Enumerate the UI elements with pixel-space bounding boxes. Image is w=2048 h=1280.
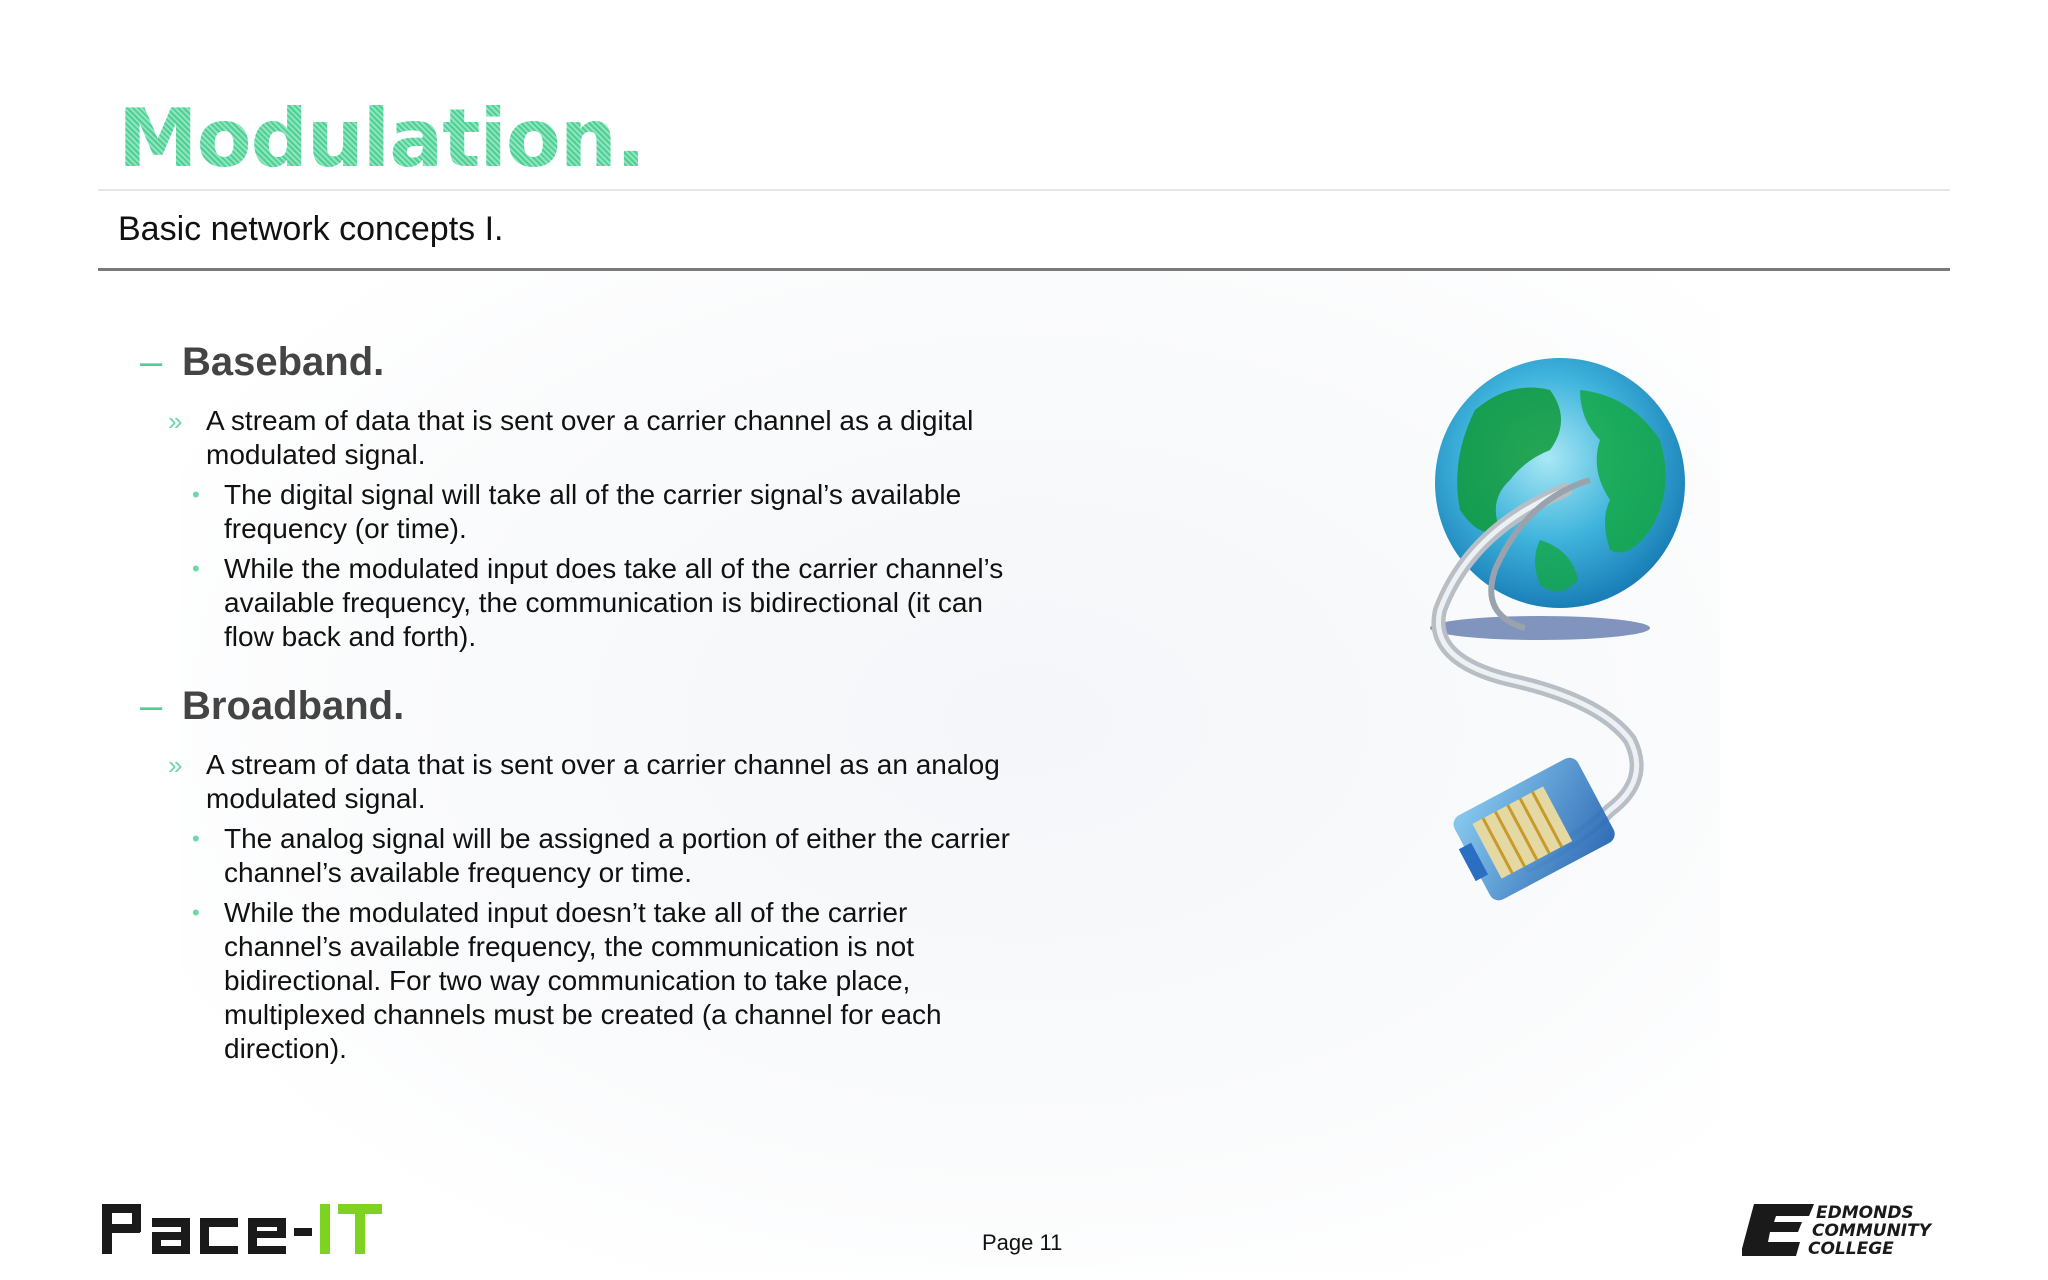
dash-bullet: –: [140, 340, 163, 384]
dot-bullet-icon: •: [192, 556, 200, 581]
sub-item-text: While the modulated input doesn’t take all of the carrier channel’s available frequency, the communication is not bidirectional. For two way communication to take place, multiplexed channels must be created (a channel for each direction).: [224, 897, 942, 1064]
dash-bullet: –: [140, 684, 163, 728]
list-item: [168, 748, 1020, 816]
logo-line-2: COMMUNITY: [1812, 1221, 1932, 1241]
sub-item-text: The digital signal will take all of the carrier signal’s available frequency (or time).: [224, 479, 962, 544]
sub-list-item: [192, 822, 1020, 890]
slide-content: [140, 340, 1020, 1096]
sub-list-item: [192, 552, 1020, 654]
title-divider: [98, 189, 1950, 191]
chevron-bullet-icon: »: [168, 750, 183, 780]
section-heading: [140, 340, 1020, 396]
heading-text: Baseband.: [182, 340, 385, 384]
sub-item-text: While the modulated input does take all of the carrier channel’s available frequency, the communication is bidirectional (it can flow back and forth).: [224, 553, 1004, 652]
page-number: Page 11: [982, 1230, 1063, 1255]
dot-bullet-icon: •: [192, 482, 200, 507]
pace-it-logo: [100, 1198, 390, 1263]
heading-text: Broadband.: [182, 684, 405, 728]
globe-with-ethernet-cable-icon: [1310, 350, 1730, 990]
slide-title: Modulation.: [118, 92, 646, 185]
logo-line-1: EDMONDS: [1816, 1203, 1914, 1223]
sub-item-text: The analog signal will be assigned a portion of either the carrier channel’s available frequency or time.: [224, 823, 1011, 888]
section-baseband: [140, 340, 1020, 654]
item-text: A stream of data that is sent over a carrier channel as an analog modulated signal.: [206, 749, 1000, 814]
section-heading: [140, 684, 1020, 740]
dot-bullet-icon: •: [192, 826, 200, 851]
sub-list-item: [192, 478, 1020, 546]
logo-line-3: COLLEGE: [1808, 1239, 1894, 1259]
slide-subtitle: Basic network concepts I.: [118, 210, 504, 248]
dot-bullet-icon: •: [192, 900, 200, 925]
edmonds-community-college-logo: [1742, 1200, 1952, 1265]
chevron-bullet-icon: »: [168, 406, 183, 436]
section-broadband: [140, 684, 1020, 1066]
item-text: A stream of data that is sent over a carrier channel as a digital modulated signal.: [206, 405, 974, 470]
subtitle-divider: [98, 268, 1950, 271]
list-item: [168, 404, 1020, 472]
sub-list-item: [192, 896, 1020, 1066]
